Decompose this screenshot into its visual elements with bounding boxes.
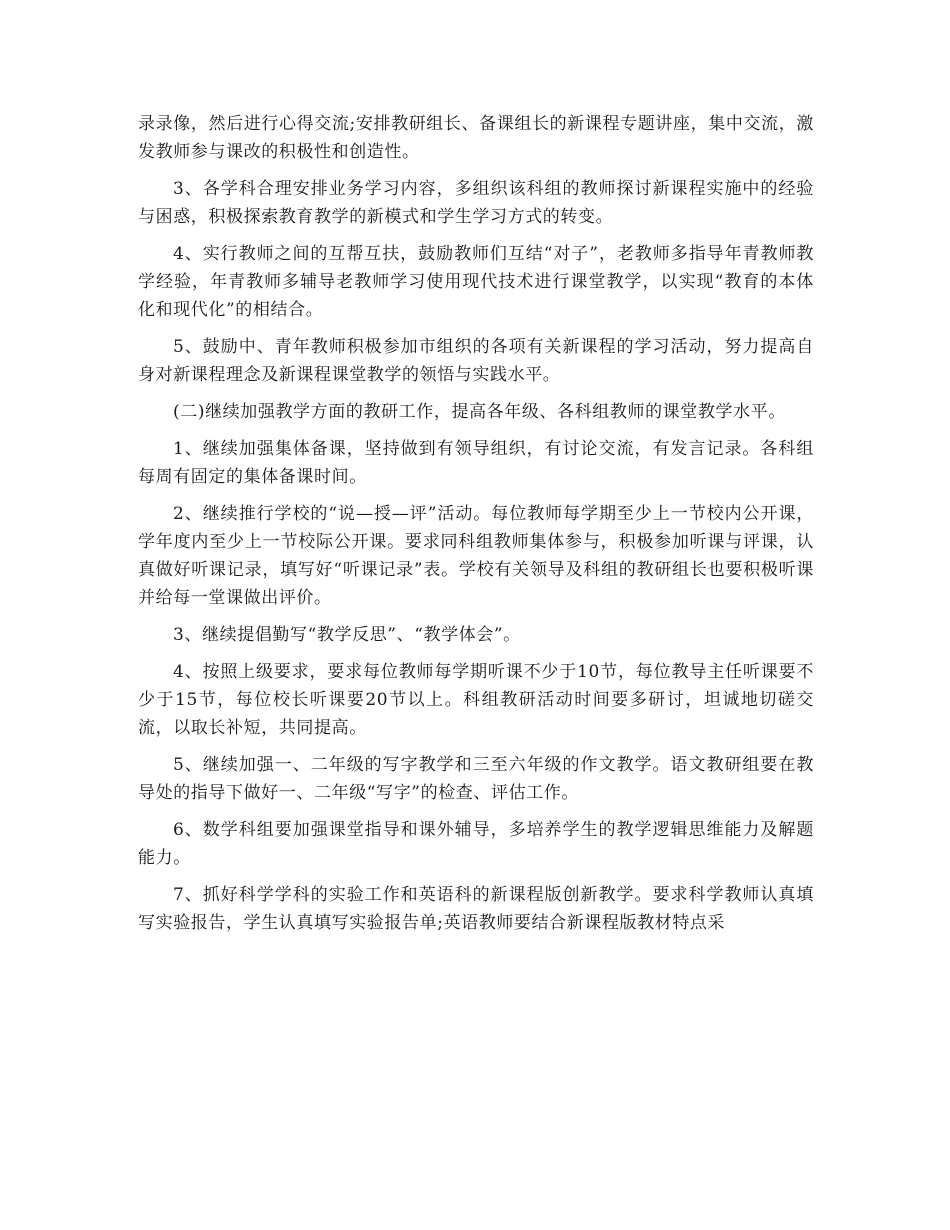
paragraph-item-5b: 5、继续加强一、二年级的写字教学和三至六年级的作文教学。语文教研组要在教导处的指导下做好一、二年级“写字”的检查、评估工作。	[138, 755, 814, 803]
document-page	[138, 110, 814, 946]
paragraph-item-5: 5、鼓励中、青年教师积极参加市组织的各项有关新课程的学习活动，努力提高自身对新课程理念及新课程课堂教学的领悟与实践水平。	[138, 337, 814, 385]
paragraph-item-2: 2、继续推行学校的“说—授—评”活动。每位教师每学期至少上一节校内公开课，学年度内至少上一节校际公开课。要求同科组教师集体参与，积极参加听课与评课，认真做好听课记录，填写好“听课记录”表。学校有关领导及科组的教研组长也要积极听课并给每一堂课做出评价。	[138, 504, 814, 608]
paragraph-item-1: 1、继续加强集体备课，坚持做到有领导组织，有讨论交流，有发言记录。各科组每周有固定的集体备课时间。	[138, 439, 814, 487]
section-heading-2: (二)继续加强教学方面的教研工作，提高各年级、各科组教师的课堂教学水平。	[173, 402, 786, 422]
paragraph-item-4: 4、实行教师之间的互帮互扶，鼓励教师们互结“对子”，老教师多指导年青教师教学经验，年青教师多辅导老教师学习使用现代技术进行课堂教学，以实现“教育的本体化和现代化”的相结合。	[138, 244, 814, 320]
paragraph-item-3: 3、各学科合理安排业务学习内容，多组织该科组的教师探讨新课程实施中的经验与困惑，积极探索教育教学的新模式和学生学习方式的转变。	[138, 179, 814, 227]
paragraph-continuation: 录录像，然后进行心得交流;安排教研组长、备课组长的新课程专题讲座，集中交流，激发教师参与课改的积极性和创造性。	[138, 114, 814, 162]
paragraph-item-3b: 3、继续提倡勤写“教学反思”、“教学体会”。	[173, 625, 521, 645]
paragraph-item-4b: 4、按照上级要求，要求每位教师每学期听课不少于10节，每位教导主任听课要不少于15节，每位校长听课要20节以上。科组教研活动时间要多研讨，坦诚地切磋交流，以取长补短，共同提高。	[138, 662, 814, 738]
paragraph-item-6: 6、数学科组要加强课堂指导和课外辅导，多培养学生的教学逻辑思维能力及解题能力。	[138, 820, 814, 868]
paragraph-item-7: 7、抓好科学学科的实验工作和英语科的新课程版创新教学。要求科学教师认真填写实验报告，学生认真填写实验报告单;英语教师要结合新课程版教材特点采	[138, 885, 814, 933]
